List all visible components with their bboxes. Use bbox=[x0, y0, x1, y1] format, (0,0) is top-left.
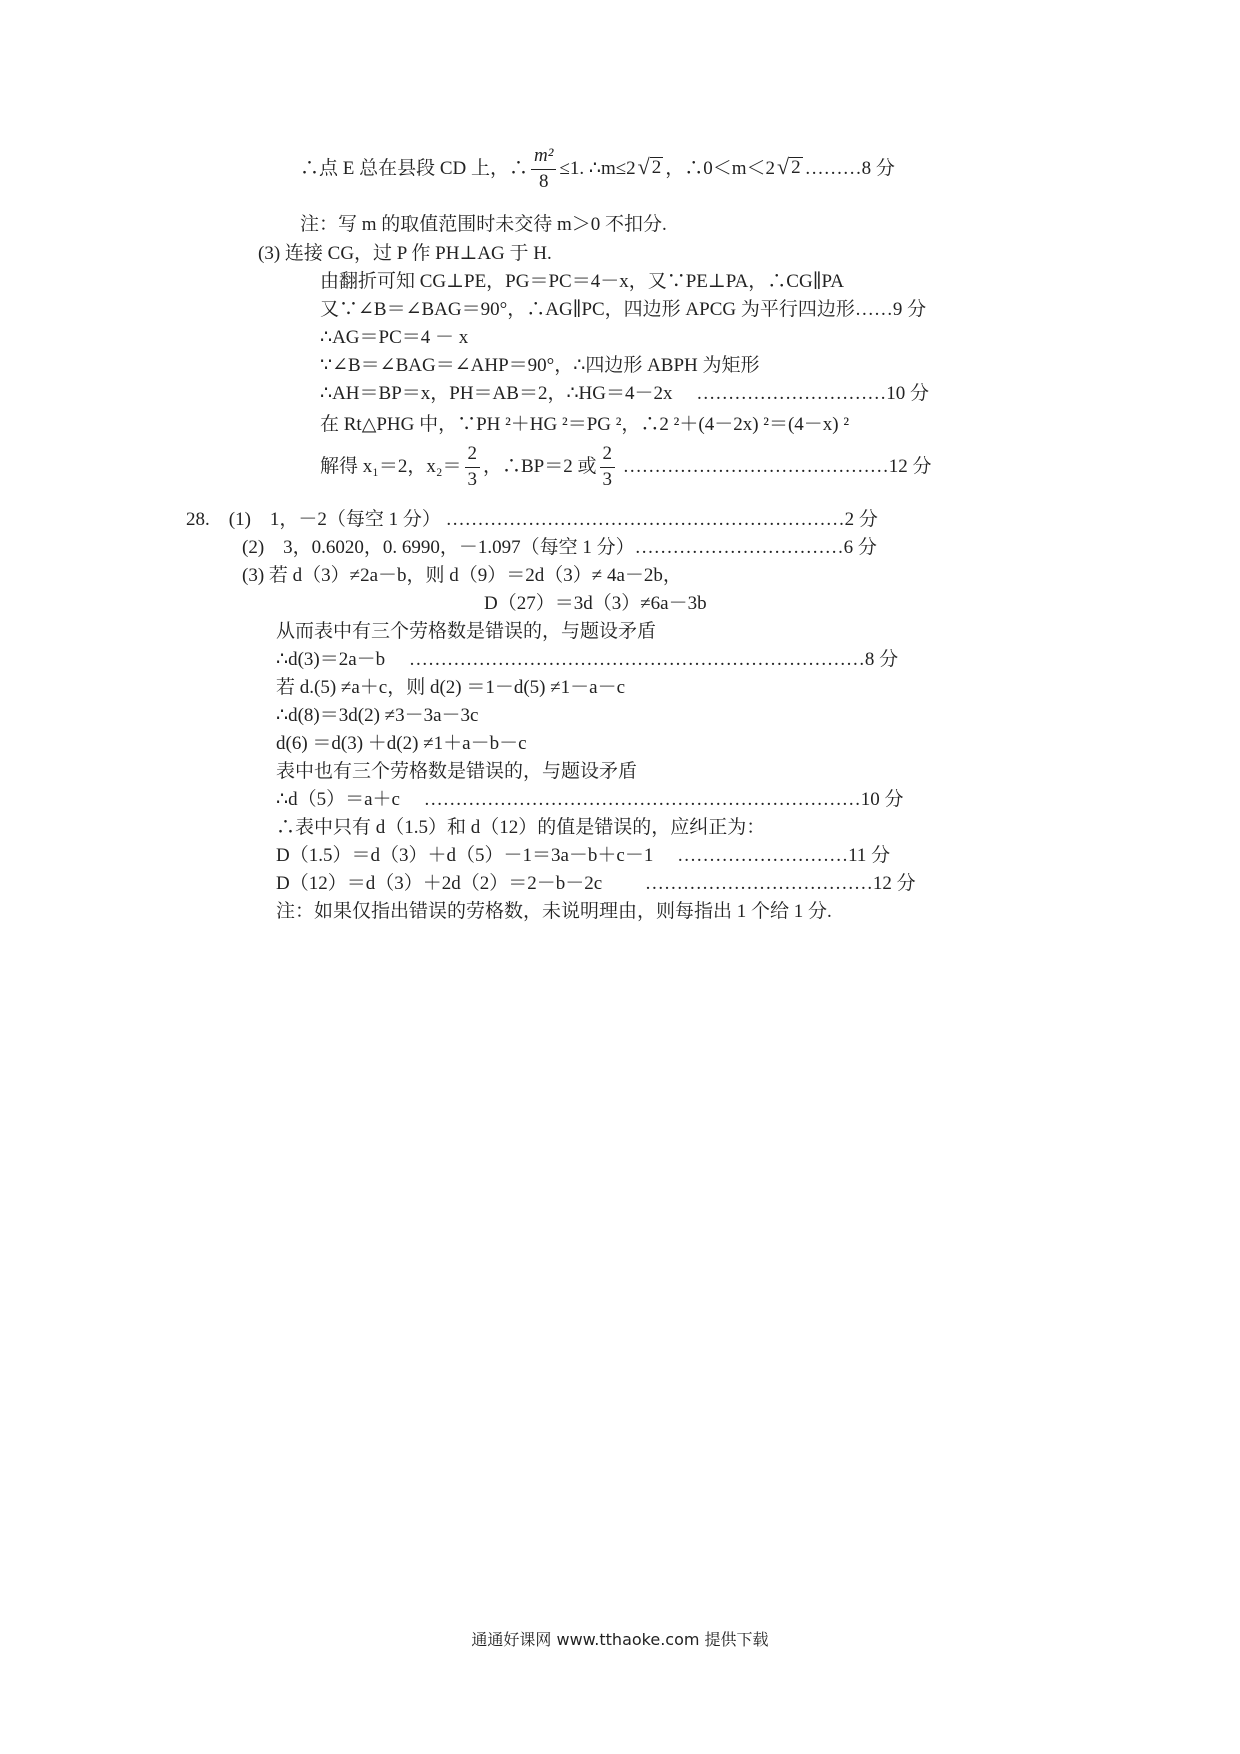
text-segment: D（1.5）＝d（3）＋d（5）－1＝3a－b＋c－1 ………………………11 分 bbox=[276, 845, 891, 866]
text-line bbox=[276, 704, 478, 728]
text-segment: ∵∠B＝∠BAG＝∠AHP＝90°，∴四边形 ABPH 为矩形 bbox=[320, 355, 760, 376]
text-line bbox=[258, 242, 552, 266]
square-root bbox=[637, 153, 664, 179]
text-line bbox=[320, 413, 849, 437]
text-segment: ……………………………………12 分 bbox=[618, 455, 932, 477]
text-segment: ∴d(3)＝2a－b ………………………………………………………………8 分 bbox=[276, 649, 899, 670]
text-segment: 由翻折可知 CG⊥PE，PG＝PC＝4－x，又∵PE⊥PA，∴CG∥PA bbox=[320, 271, 845, 292]
text-segment: D（12）＝d（3）＋2d（2）＝2－b－2c ………………………………12 分 bbox=[276, 873, 916, 894]
text-line bbox=[320, 382, 929, 406]
text-segment: ∴d（5）＝a＋c ……………………………………………………………10 分 bbox=[276, 789, 904, 810]
fraction-numerator: 2 bbox=[465, 444, 481, 468]
radicand: 2 bbox=[651, 156, 662, 178]
text-segment: ∴点 E 总在县段 CD 上，∴ bbox=[300, 157, 529, 179]
text-segment: 从而表中有三个劳格数是错误的，与题设矛盾 bbox=[276, 621, 657, 642]
text-segment: ，∴0＜m＜2 bbox=[665, 157, 776, 179]
text-line bbox=[276, 760, 637, 784]
fraction-numerator: m² bbox=[531, 146, 556, 170]
text-line bbox=[276, 816, 765, 840]
text-line bbox=[320, 354, 760, 378]
text-line bbox=[276, 620, 656, 644]
text-line bbox=[186, 508, 878, 532]
text-segment: 又∵∠B＝∠BAG＝90°，∴AG∥PC，四边形 APCG 为平行四边形……9 分 bbox=[320, 299, 927, 320]
text-line bbox=[320, 326, 468, 350]
text-segment: D（27）＝3d（3）≠6a－3b bbox=[484, 593, 707, 614]
text-segment: ∴AG＝PC＝4 － x bbox=[320, 327, 469, 348]
text-line bbox=[276, 648, 898, 672]
fraction bbox=[531, 146, 556, 193]
text-line bbox=[276, 676, 625, 700]
fraction bbox=[465, 444, 481, 491]
text-segment: 28. (1) 1，－2（每空 1 分） ………………………………………………………2 分 bbox=[186, 509, 878, 530]
radicand: 2 bbox=[791, 156, 801, 178]
fraction-denominator: 8 bbox=[538, 170, 549, 192]
text-line bbox=[300, 213, 667, 237]
text-line bbox=[320, 270, 844, 294]
fraction-denominator: 3 bbox=[467, 468, 477, 490]
square-root bbox=[777, 153, 803, 179]
fraction-denominator: 3 bbox=[602, 468, 612, 490]
text-segment: ，∴BP＝2 或 bbox=[483, 455, 597, 477]
fraction bbox=[600, 444, 616, 491]
text-segment: 若 d.(5) ≠a＋c，则 d(2) ＝1－d(5) ≠1－a－c bbox=[276, 677, 626, 698]
text-segment: 注：写 m 的取值范围时未交待 m＞0 不扣分. bbox=[300, 214, 667, 235]
text-line bbox=[300, 146, 895, 193]
text-line bbox=[484, 592, 707, 616]
text-segment: 表中也有三个劳格数是错误的，与题设矛盾 bbox=[276, 761, 638, 782]
radical-sign-icon: √ bbox=[637, 153, 650, 179]
text-segment: 在 Rt△PHG 中，∵PH ²＋HG ²＝PG ²，∴2 ²＋(4－2x) ²＝(4－x) ² bbox=[320, 414, 850, 435]
text-line bbox=[320, 298, 926, 322]
fraction-numerator: 2 bbox=[600, 444, 616, 468]
text-line bbox=[276, 900, 832, 924]
text-line bbox=[320, 444, 932, 491]
text-line bbox=[276, 872, 916, 896]
text-line bbox=[276, 788, 903, 812]
text-line bbox=[242, 564, 682, 588]
text-line bbox=[276, 844, 890, 868]
text-segment: 注：如果仅指出错误的劳格数，未说明理由，则每指出 1 个给 1 分. bbox=[276, 901, 832, 922]
text-segment: ∴表中只有 d（1.5）和 d（12）的值是错误的，应纠正为： bbox=[276, 817, 766, 838]
text-segment: 解得 x₁＝2，x₂＝ bbox=[320, 455, 462, 477]
radical-sign-icon: √ bbox=[777, 153, 790, 179]
text-segment: d(6) ＝d(3) ＋d(2) ≠1＋a－b－c bbox=[276, 733, 527, 754]
text-segment: ∴AH＝BP＝x，PH＝AB＝2，∴HG＝4－2x …………………………10 分 bbox=[320, 383, 929, 404]
text-segment: ∴d(8)＝3d(2) ≠3－3a－3c bbox=[276, 705, 479, 726]
text-line bbox=[276, 732, 527, 756]
text-segment: ≤1. ∴m≤2 bbox=[559, 157, 636, 179]
text-line bbox=[242, 536, 877, 560]
text-segment: (3) 连接 CG，过 P 作 PH⊥AG 于 H. bbox=[258, 243, 552, 264]
page-footer: 通通好课网 www.tthaoke.com 提供下载 bbox=[471, 1630, 769, 1649]
text-segment: (3) 若 d（3）≠2a－b，则 d（9）＝2d（3）≠ 4a－2b， bbox=[242, 565, 682, 586]
text-segment: (2) 3，0.6020，0. 6990，－1.097（每空 1 分）……………………………6 分 bbox=[242, 537, 877, 558]
text-segment: ………8 分 bbox=[804, 157, 895, 179]
